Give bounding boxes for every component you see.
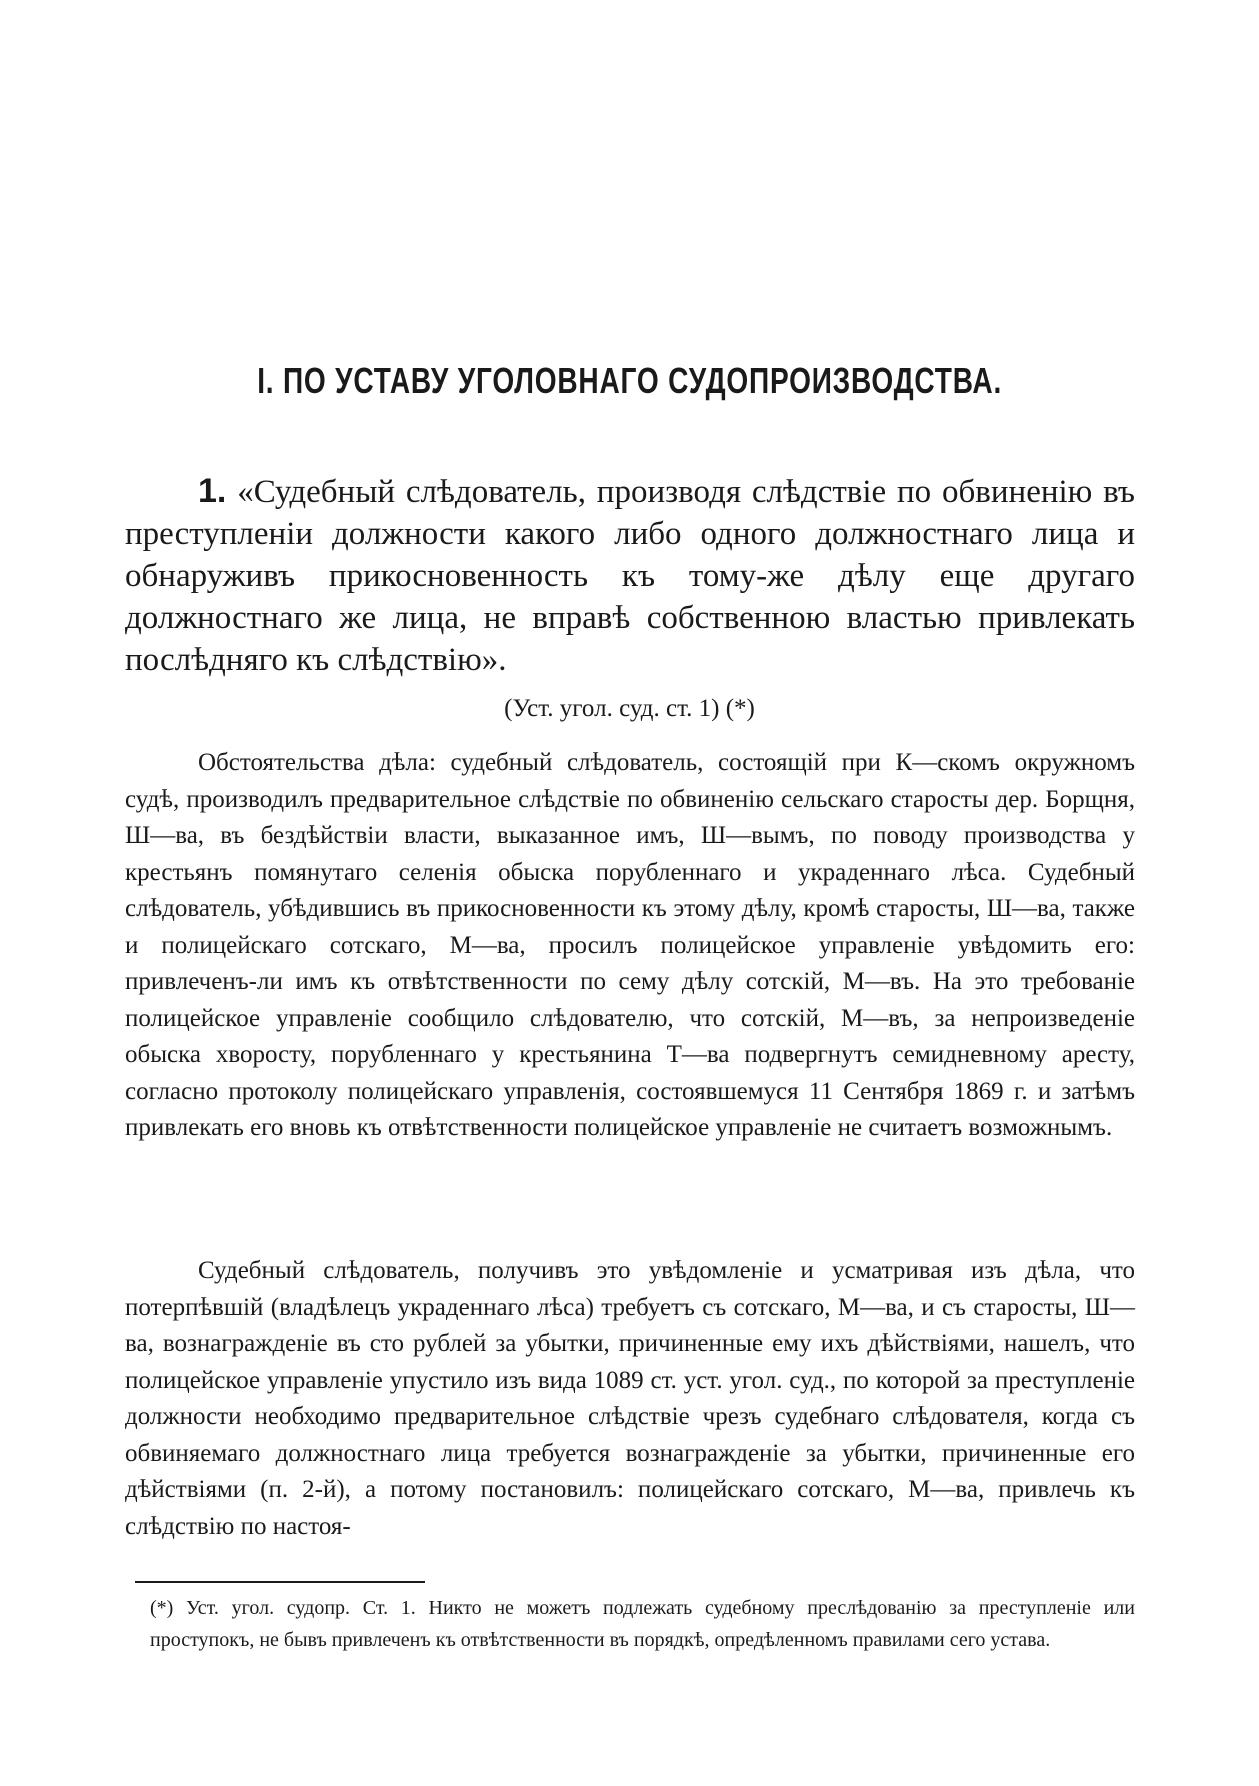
footnote-divider [135,1581,425,1583]
paragraph-circumstances: Обстоятельства дѣла: судебный слѣдователь, состоящій при К—скомъ окружномъ судѣ, производилъ предварительное слѣдствіе по обвиненію сельскаго старосты дер. Борщня, Ш—ва, въ бездѣйствіи власти, выказанное имъ, Ш—вымъ, по поводу производства у крестьянъ помянутаго селенія обыска порубленнаго и украденнаго лѣса. Судебный слѣдователь, убѣдившись въ прикосновенности къ этому дѣлу, кромѣ старосты, Ш—ва, также и полицейскаго сотскаго, М—ва, просилъ полицейское управленіе увѣдомить его: привлеченъ-ли имъ къ отвѣтственности по сему дѣлу сотскій, М—въ. На это требованіе полицейское управленіе сообщило слѣдователю, что сотскій, М—въ, за непроизведеніе обыска хворосту, порубленнаго у крестьянина Т—ва подвергнутъ семидневному аресту, согласно протоколу полицейскаго управленія, состоявшемуся 11 Сентября 1869 г. и затѣмъ привлекать его вновь къ отвѣтственности полицейское управленіе не считаетъ возможнымъ. [125,749,1135,1141]
chapter-title: I. ПО УСТАВУ УГОЛОВНАГО СУДОПРОИЗВОДСТВА. [257,360,1003,401]
footnote: (*) Уст. угол. судопр. Ст. 1. Никто не можетъ подлежать судебному преслѣдованію за преступленіе или проступокъ, не бывъ привлеченъ къ отвѣтственности въ порядкѣ, опредѣленномъ правилами сего устава. [150,1597,1135,1651]
paragraph-investigator-decision: Судебный слѣдователь, получивъ это увѣдомленіе и усматривая изъ дѣла, что потерпѣвшій (владѣлецъ украденнаго лѣса) требуетъ съ сотскаго, М—ва, и съ старосты, Ш—ва, вознагражденіе въ сто рублей за убытки, причиненные ему ихъ дѣйствіями, нашелъ, что полицейское управленіе упустило изъ вида 1089 ст. уст. угол. суд., по которой за преступленіе должности необходимо предварительное слѣдствіе чрезъ судебнаго слѣдователя, когда съ обвиняемаго должностнаго лица требуется вознагражденіе за убытки, причиненные его дѣйствіями (п. 2-й), а потому постановилъ: полицейскаго сотскаго, М—ва, привлечь къ слѣдствію по настоя- [125,1257,1135,1540]
article-number: 1. [198,472,227,510]
article-text: «Судебный слѣдователь, производя слѣдствіе по обвиненію въ преступленіи должности какого либо одного должностнаго лица и обнаруживъ прикосновенность къ тому-же дѣлу еще другаго должностнаго же лица, не вправѣ собственною властью привлекать послѣдняго къ слѣдствію». [125,474,1135,678]
article-statement [125,470,1135,681]
article-citation: (Уст. угол. суд. ст. 1) (*) [504,695,755,722]
